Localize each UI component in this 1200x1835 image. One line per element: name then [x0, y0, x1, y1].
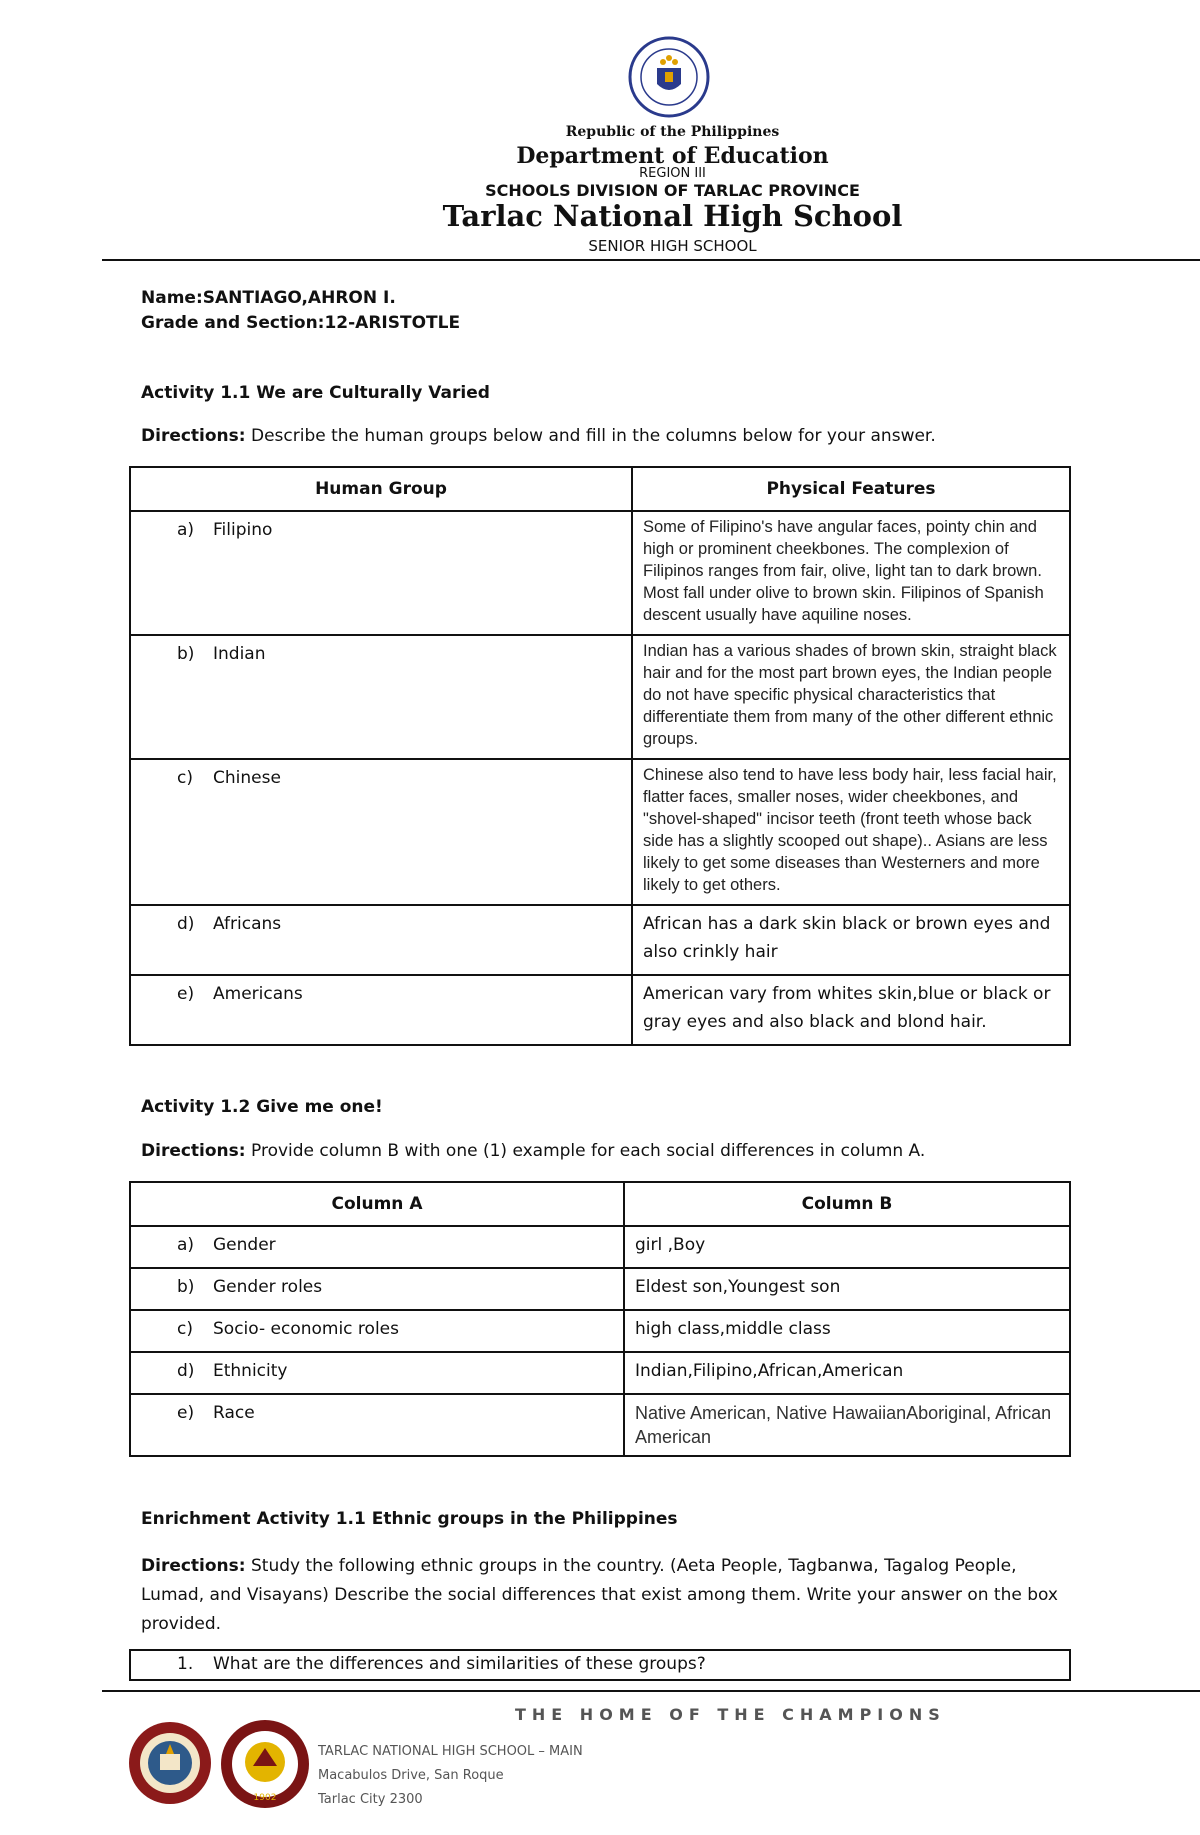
- republic-text: Republic of the Philippines: [565, 124, 780, 140]
- table-row: [130, 975, 1070, 1045]
- column-a-text: Ethnicity: [213, 1361, 288, 1381]
- column-a-text: Gender roles: [213, 1277, 323, 1297]
- activity2-directions: [141, 1141, 925, 1161]
- row-label: a): [177, 1235, 195, 1255]
- group-name: Indian: [213, 644, 266, 664]
- row-label: c): [177, 1319, 193, 1339]
- group-cell: [130, 905, 632, 975]
- group-cell: [130, 635, 632, 759]
- question-number: 1.: [177, 1654, 194, 1674]
- table-row: [130, 511, 1070, 635]
- directions-text: Describe the human groups below and fill in the columns below for your answer.: [245, 426, 936, 446]
- activity1-directions: [141, 426, 936, 446]
- features-cell: [632, 759, 1070, 905]
- table-row: [130, 635, 1070, 759]
- group-name: Americans: [213, 984, 303, 1004]
- features-text: Some of Filipino's have angular faces, pointy chin and high or prominent cheekbones. The complexion of Filipinos ranges from fair, olive, light tan to dark brown. Most fall under olive to brown skin. Filipinos of Spanish descent usually have aquiline noses.: [643, 518, 1044, 624]
- column-a-cell: [130, 1226, 624, 1268]
- row-label: d): [177, 1361, 195, 1381]
- column-a-cell: [130, 1310, 624, 1352]
- group-name: Filipino: [213, 520, 273, 540]
- features-cell: [632, 511, 1070, 635]
- column-b-text: Eldest son,Youngest son: [635, 1277, 841, 1297]
- column-b-cell: [624, 1226, 1070, 1268]
- table-row: [130, 905, 1070, 975]
- grade-section: Grade and Section:12-ARISTOTLE: [141, 313, 461, 333]
- directions-label: Directions:: [141, 1141, 246, 1161]
- deped-seal: [628, 36, 710, 118]
- row-label: d): [177, 914, 195, 934]
- header-rule: [102, 259, 1200, 261]
- school-logo-1: [127, 1720, 213, 1806]
- student-name: Name:SANTIAGO,AHRON I.: [141, 288, 396, 308]
- row-label: a): [177, 520, 195, 540]
- column-b-text: Indian,Filipino,African,American: [635, 1361, 904, 1381]
- directions-label: Directions:: [141, 1556, 246, 1576]
- features-cell: [632, 635, 1070, 759]
- column-a-cell: [130, 1394, 624, 1456]
- column-b-text: high class,middle class: [635, 1319, 831, 1339]
- col-human-group: Human Group: [130, 467, 632, 511]
- row-label: c): [177, 768, 193, 788]
- row-label: e): [177, 1403, 195, 1423]
- region-text: REGION III: [639, 166, 706, 181]
- directions-text: Provide column B with one (1) example for each social differences in column A.: [245, 1141, 926, 1161]
- features-cell: [632, 975, 1070, 1045]
- features-text: American vary from whites skin,blue or black or gray eyes and also black and blond hair.: [643, 984, 1051, 1032]
- column-b-cell: [624, 1352, 1070, 1394]
- table-row: [130, 1352, 1070, 1394]
- table-row: [130, 759, 1070, 905]
- table-header-row: [130, 467, 1070, 511]
- features-text: Indian has a various shades of brown skin, straight black hair and for the most part brown eyes, the Indian people do not have specific physical characteristics that differentiate them from many of the other different ethnic groups.: [643, 642, 1057, 748]
- group-name: Africans: [213, 914, 282, 934]
- enrichment-directions: [141, 1552, 1061, 1639]
- group-cell: [130, 511, 632, 635]
- footer-address: Macabulos Drive, San Roque: [318, 1768, 504, 1783]
- column-b-cell: [624, 1310, 1070, 1352]
- group-cell: [130, 975, 632, 1045]
- footer-tagline: THE HOME OF THE CHAMPIONS: [515, 1705, 946, 1724]
- level-text: SENIOR HIGH SCHOOL: [588, 237, 757, 255]
- column-b-text: girl ,Boy: [635, 1235, 706, 1255]
- column-b-cell: [624, 1268, 1070, 1310]
- column-b-text: Native American, Native HawaiianAboriginal, African American: [635, 1403, 1052, 1447]
- column-a-text: Race: [213, 1403, 255, 1423]
- table-row: [130, 1226, 1070, 1268]
- activity1-title: Activity 1.1 We are Culturally Varied: [141, 383, 490, 403]
- group-cell: [130, 759, 632, 905]
- department-text: Department of Education: [516, 143, 829, 169]
- column-a-cell: [130, 1268, 624, 1310]
- directions-label: Directions:: [141, 426, 246, 446]
- activity2-table: [129, 1181, 1071, 1457]
- table-row: [130, 1310, 1070, 1352]
- row-label: b): [177, 1277, 195, 1297]
- row-label: b): [177, 644, 195, 664]
- directions-text: Study the following ethnic groups in the country. (Aeta People, Tagbanwa, Tagalog People, Lumad, and Visayans) Describe the social differences that exist among them. Write your answer on the box provided.: [141, 1556, 1058, 1634]
- school-name: Tarlac National High School: [442, 199, 903, 233]
- column-a-text: Socio- economic roles: [213, 1319, 399, 1339]
- features-cell: [632, 905, 1070, 975]
- table-row: [130, 1394, 1070, 1456]
- activity2-title: Activity 1.2 Give me one!: [141, 1097, 383, 1117]
- question-box: [129, 1649, 1071, 1681]
- features-text: Chinese also tend to have less body hair, less facial hair, flatter faces, smaller noses, wider cheekbones, and "shovel-shaped" incisor teeth (front teeth whose back side has a slightly scooped out shape).. Asians are less likely to get some diseases than Westerners and more likely to get others.: [643, 766, 1057, 894]
- col-column-a: Column A: [130, 1182, 624, 1226]
- activity1-table: [129, 466, 1071, 1046]
- footer-school: TARLAC NATIONAL HIGH SCHOOL – MAIN: [318, 1744, 583, 1759]
- group-name: Chinese: [213, 768, 281, 788]
- question-text: What are the differences and similarities of these groups?: [213, 1654, 706, 1674]
- logo-year: 1902: [253, 1793, 277, 1803]
- row-label: e): [177, 984, 195, 1004]
- features-text: African has a dark skin black or brown eyes and also crinkly hair: [643, 914, 1051, 962]
- column-a-cell: [130, 1352, 624, 1394]
- col-physical-features: Physical Features: [632, 467, 1070, 511]
- col-column-b: Column B: [624, 1182, 1070, 1226]
- division-text: SCHOOLS DIVISION OF TARLAC PROVINCE: [485, 181, 860, 200]
- table-header-row: [130, 1182, 1070, 1226]
- column-a-text: Gender: [213, 1235, 276, 1255]
- footer-rule: [102, 1690, 1200, 1692]
- enrichment-title: Enrichment Activity 1.1 Ethnic groups in the Philippines: [141, 1509, 678, 1529]
- column-b-cell: [624, 1394, 1070, 1456]
- table-row: [130, 1268, 1070, 1310]
- school-logo-2: [219, 1718, 311, 1810]
- footer-city: Tarlac City 2300: [318, 1792, 423, 1807]
